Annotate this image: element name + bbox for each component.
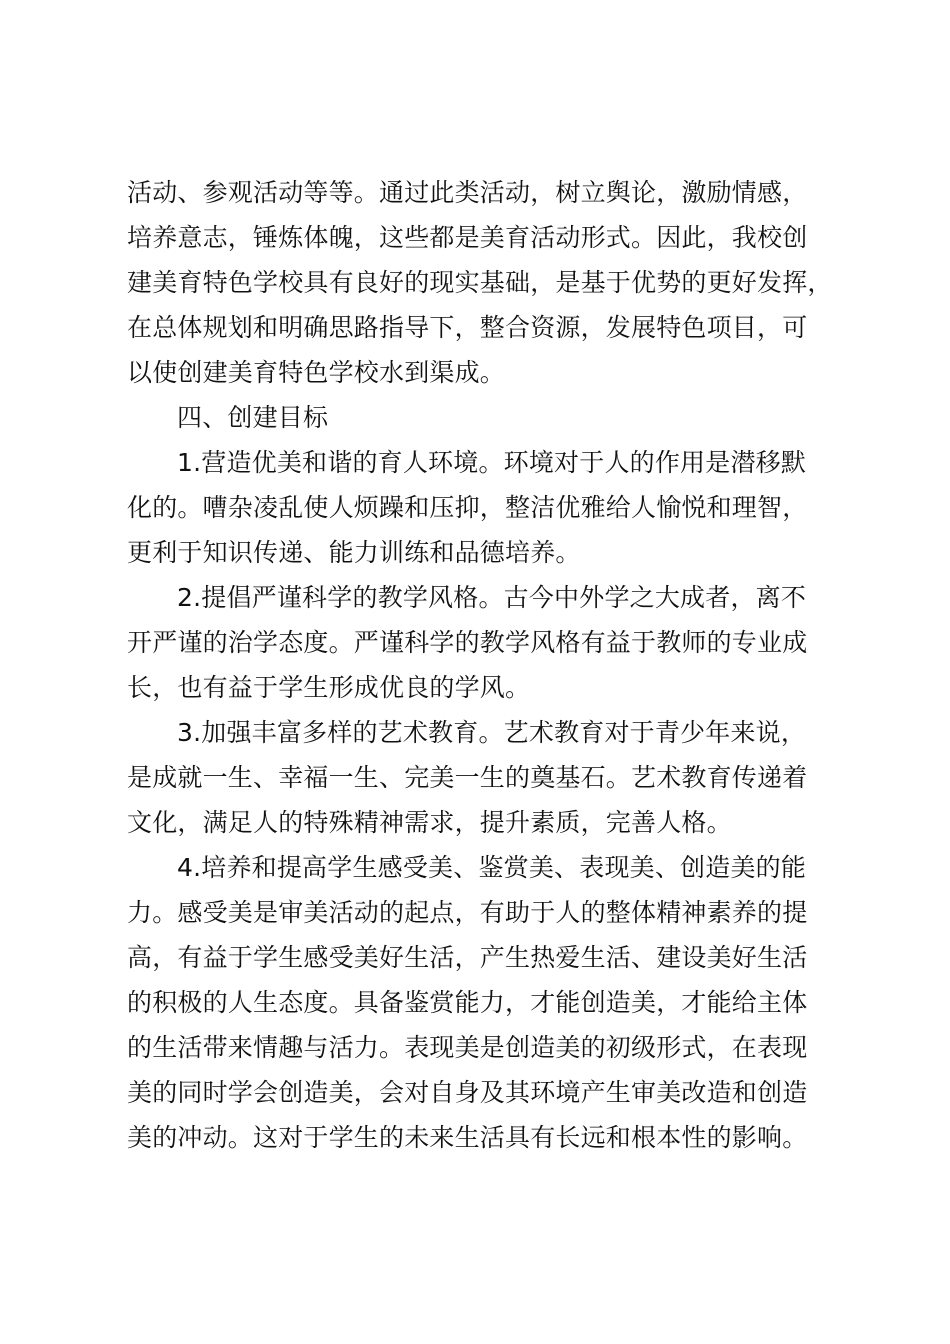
text-line: 是成就一生、幸福一生、完美一生的奠基石。艺术教育传递着 <box>127 763 808 792</box>
text-line: 开严谨的治学态度。严谨科学的教学风格有益于教师的专业成 <box>127 628 808 657</box>
text-line: 更利于知识传递、能力训练和品德培养。 <box>127 538 581 567</box>
text-line: 活动、参观活动等等。通过此类活动，树立舆论，激励情感， <box>127 178 808 207</box>
text-line: 建美育特色学校具有良好的现实基础，是基于优势的更好发挥， <box>127 268 833 297</box>
text-line: 1.营造优美和谐的育人环境。环境对于人的作用是潜移默 <box>177 448 807 477</box>
text-line: 美的同时学会创造美，会对自身及其环境产生审美改造和创造 <box>127 1078 808 1107</box>
text-line: 4.培养和提高学生感受美、鉴赏美、表现美、创造美的能 <box>177 853 807 882</box>
text-line: 的积极的人生态度。具备鉴赏能力，才能创造美，才能给主体 <box>127 988 808 1017</box>
text-line: 3.加强丰富多样的艺术教育。艺术教育对于青少年来说， <box>177 718 807 747</box>
text-line: 的生活带来情趣与活力。表现美是创造美的初级形式，在表现 <box>127 1033 808 1062</box>
text-line: 高，有益于学生感受美好生活，产生热爱生活、建设美好生活 <box>127 943 808 972</box>
text-line: 2.提倡严谨科学的教学风格。古今中外学之大成者，离不 <box>177 583 807 612</box>
section-heading: 四、创建目标 <box>177 403 329 432</box>
text-line: 长，也有益于学生形成优良的学风。 <box>127 673 531 702</box>
text-line: 培养意志，锤炼体魄，这些都是美育活动形式。因此，我校创 <box>127 223 808 252</box>
text-line: 以使创建美育特色学校水到渠成。 <box>127 358 506 387</box>
text-line: 力。感受美是审美活动的起点，有助于人的整体精神素养的提 <box>127 898 808 927</box>
text-line: 在总体规划和明确思路指导下，整合资源，发展特色项目，可 <box>127 313 808 342</box>
text-line: 美的冲动。这对于学生的未来生活具有长远和根本性的影响。 <box>127 1123 808 1152</box>
document-body <box>127 170 859 1160</box>
text-line: 文化，满足人的特殊精神需求，提升素质，完善人格。 <box>127 808 732 837</box>
text-line: 化的。嘈杂凌乱使人烦躁和压抑，整洁优雅给人愉悦和理智， <box>127 493 808 522</box>
